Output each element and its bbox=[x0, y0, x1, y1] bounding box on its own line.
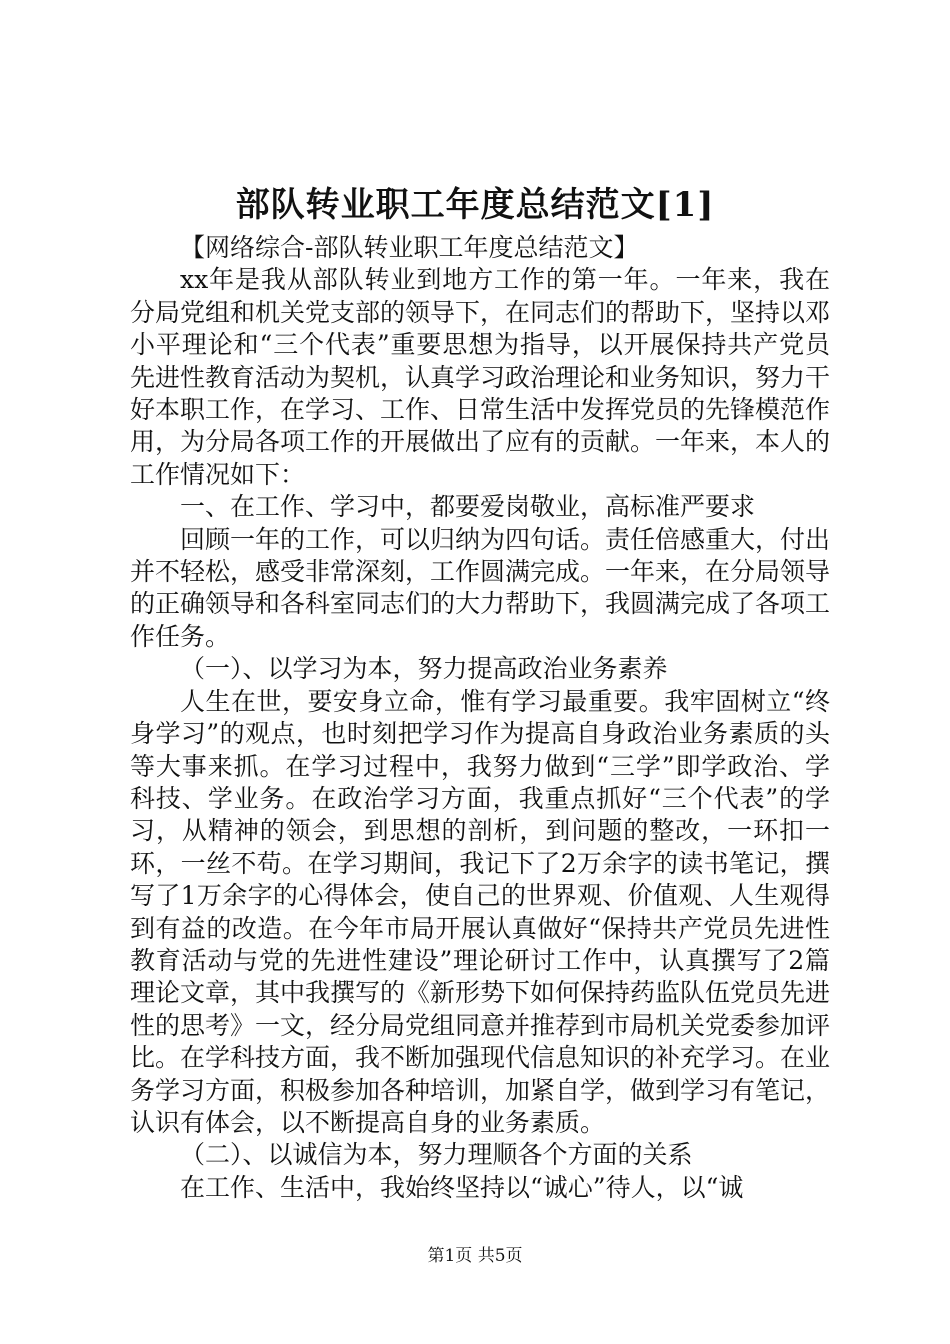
subsection-heading: （二）、以诚信为本，努力理顺各个方面的关系 bbox=[180, 1140, 693, 1170]
body-paragraph: 人生在世，要安身立命，惟有学习最重要。我牢固树立“终身学习”的观点，也时刻把学习作为提高自身政治业务素质的头等大事来抓。在学习过程中，我努力做到“三学”即学政治、学科技、学业务。在政治学习方面，我重点抓好“三个代表”的学习，从精神的领会，到思想的剖析，到问题的整改，一环扣一环，一丝不苟。在学习期间，我记下了2万余字的读书笔记，撰写了1万余字的心得体会，使自己的世界观、价值观、人生观得到有益的改造。在今年市局开展认真做好“保持共产党员先进性教育活动与党的先进性建设”理论研讨工作中，认真撰写了2篇理论文章，其中我撰写的《新形势下如何保持药监队伍党员先进性的思考》一文，经分局党组同意并推荐到市局机关党委参加评比。在学科技方面，我不断加强现代信息知识的补充学习。在业务学习方面，积极参加各种培训，加紧自学，做到学习有笔记，认识有体会，以不断提高自身的业务素质。 bbox=[130, 686, 831, 1137]
page-number: 第1页 共5页 bbox=[427, 1246, 523, 1266]
document-body bbox=[130, 232, 830, 1204]
body-paragraph: 回顾一年的工作，可以归纳为四句话。责任倍感重大，付出并不轻松，感受非常深刻，工作圆满完成。一年来，在分局领导的正确领导和各科室同志们的大力帮助下，我圆满完成了各项工作任务。 bbox=[130, 524, 831, 651]
subsection-heading: （一）、以学习为本，努力提高政治业务素养 bbox=[180, 654, 668, 684]
source-line: 【网络综合-部队转业职工年度总结范文】 bbox=[180, 233, 639, 262]
body-paragraph: 在工作、生活中，我始终坚持以“诚心”待人，以“诚 bbox=[180, 1172, 744, 1202]
section-heading: 一、在工作、学习中，都要爱岗敬业，高标准严要求 bbox=[180, 492, 756, 522]
body-paragraph: xx年是我从部队转业到地方工作的第一年。一年来，我在分局党组和机关党支部的领导下，在同志们的帮助下，坚持以邓小平理论和“三个代表”重要思想为指导，以开展保持共产党员先进性教育活动为契机，认真学习政治理论和业务知识，努力干好本职工作，在学习、工作、日常生活中发挥党员的先锋模范作用，为分局各项工作的开展做出了应有的贡献。一年来，本人的工作情况如下： bbox=[130, 265, 831, 489]
document-title: 部队转业职工年度总结范文[1] bbox=[235, 185, 715, 225]
